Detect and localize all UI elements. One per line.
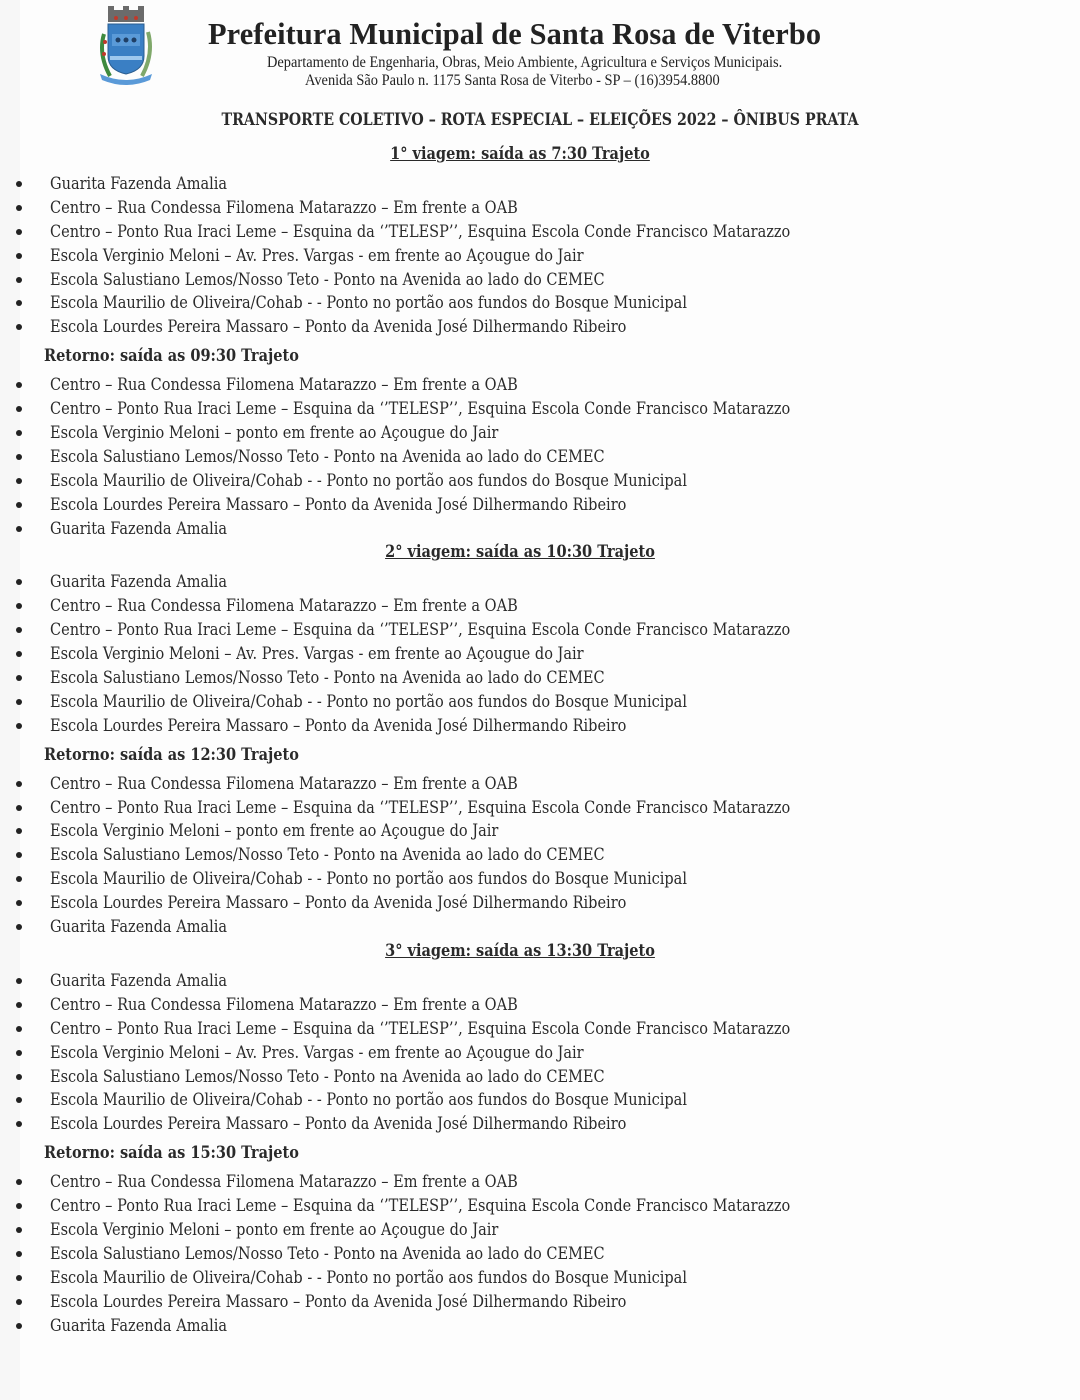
letterhead xyxy=(20,0,1080,100)
bullet-icon xyxy=(16,1121,22,1127)
list-item: Escola Lourdes Pereira Massaro – Ponto da Avenida José Dilhermando Ribeiro xyxy=(0,315,1060,339)
bullet-icon xyxy=(16,526,22,532)
bullet-icon xyxy=(16,781,22,787)
list-item: Escola Maurilio de Oliveira/Cohab - - Ponto no portão aos fundos do Bosque Municipal xyxy=(0,690,1060,714)
bullet-icon xyxy=(16,229,22,235)
bullet-icon xyxy=(16,651,22,657)
list-item: Escola Lourdes Pereira Massaro – Ponto da Avenida José Dilhermando Ribeiro xyxy=(0,891,1060,915)
list-item: Guarita Fazenda Amalia xyxy=(0,172,1060,196)
return-stop-list xyxy=(0,772,1060,939)
list-item: Escola Lourdes Pereira Massaro – Ponto da Avenida José Dilhermando Ribeiro xyxy=(0,714,1060,738)
list-item: Centro – Rua Condessa Filomena Matarazzo – Em frente a OAB xyxy=(0,1170,1060,1194)
return-stop-list xyxy=(0,1170,1060,1337)
bullet-icon xyxy=(16,1002,22,1008)
list-item: Escola Maurilio de Oliveira/Cohab - - Ponto no portão aos fundos do Bosque Municipal xyxy=(0,291,1060,315)
bullet-icon xyxy=(16,300,22,306)
bullet-icon xyxy=(16,675,22,681)
bullet-icon xyxy=(16,1203,22,1209)
list-item: Centro – Ponto Rua Iraci Leme – Esquina da ‘’TELESP’’, Esquina Escola Conde Francisco Matarazzo xyxy=(0,1017,1060,1041)
bullet-icon xyxy=(16,805,22,811)
bullet-icon xyxy=(16,205,22,211)
list-item: Centro – Rua Condessa Filomena Matarazzo – Em frente a OAB xyxy=(0,594,1060,618)
bullet-icon xyxy=(16,1026,22,1032)
list-item: Escola Verginio Meloni – ponto em frente ao Açougue do Jair xyxy=(0,819,1060,843)
return-heading: Retorno: saída as 15:30 Trajeto xyxy=(44,1143,299,1163)
bullet-icon xyxy=(16,406,22,412)
municipality-title: Prefeitura Municipal de Santa Rosa de Viterbo xyxy=(208,16,822,51)
trip-1 xyxy=(0,142,1060,540)
list-item: Escola Verginio Meloni – ponto em frente ao Açougue do Jair xyxy=(0,421,1060,445)
bullet-icon xyxy=(16,1097,22,1103)
trip-2 xyxy=(0,540,1060,938)
bullet-icon xyxy=(16,324,22,330)
list-item: Escola Verginio Meloni – Av. Pres. Vargas - em frente ao Açougue do Jair xyxy=(0,1041,1060,1065)
route-schedule xyxy=(0,142,1060,1337)
return-heading: Retorno: saída as 09:30 Trajeto xyxy=(44,346,299,366)
outbound-stop-list xyxy=(0,969,1060,1136)
list-item: Escola Maurilio de Oliveira/Cohab - - Ponto no portão aos fundos do Bosque Municipal xyxy=(0,1088,1060,1112)
address-line: Avenida São Paulo n. 1175 Santa Rosa de Viterbo - SP – (16)3954.8800 xyxy=(305,72,720,89)
list-item: Centro – Rua Condessa Filomena Matarazzo – Em frente a OAB xyxy=(0,373,1060,397)
list-item: Escola Lourdes Pereira Massaro – Ponto da Avenida José Dilhermando Ribeiro xyxy=(0,1290,1060,1314)
list-item: Escola Verginio Meloni – ponto em frente ao Açougue do Jair xyxy=(0,1218,1060,1242)
bullet-icon xyxy=(16,1227,22,1233)
bullet-icon xyxy=(16,579,22,585)
bullet-icon xyxy=(16,478,22,484)
bullet-icon xyxy=(16,502,22,508)
bullet-icon xyxy=(16,430,22,436)
list-item: Escola Maurilio de Oliveira/Cohab - - Ponto no portão aos fundos do Bosque Municipal xyxy=(0,1266,1060,1290)
municipal-coat-of-arms-icon xyxy=(96,4,156,88)
bullet-icon xyxy=(16,1299,22,1305)
list-item: Guarita Fazenda Amalia xyxy=(0,969,1060,993)
bullet-icon xyxy=(16,699,22,705)
list-item: Centro – Ponto Rua Iraci Leme – Esquina da ‘’TELESP’’, Esquina Escola Conde Francisco Matarazzo xyxy=(0,397,1060,421)
list-item: Escola Verginio Meloni – Av. Pres. Vargas - em frente ao Açougue do Jair xyxy=(0,642,1060,666)
department-line: Departamento de Engenharia, Obras, Meio Ambiente, Agricultura e Serviços Municipais. xyxy=(267,54,783,71)
outbound-stop-list xyxy=(0,172,1060,339)
bullet-icon xyxy=(16,1323,22,1329)
bullet-icon xyxy=(16,382,22,388)
list-item: Escola Maurilio de Oliveira/Cohab - - Ponto no portão aos fundos do Bosque Municipal xyxy=(0,867,1060,891)
bullet-icon xyxy=(16,852,22,858)
bullet-icon xyxy=(16,627,22,633)
list-item: Escola Lourdes Pereira Massaro – Ponto da Avenida José Dilhermando Ribeiro xyxy=(0,493,1060,517)
bullet-icon xyxy=(16,924,22,930)
list-item: Escola Salustiano Lemos/Nosso Teto - Ponto na Avenida ao lado do CEMEC xyxy=(0,666,1060,690)
bullet-icon xyxy=(16,603,22,609)
bullet-icon xyxy=(16,900,22,906)
bullet-icon xyxy=(16,876,22,882)
list-item: Guarita Fazenda Amalia xyxy=(0,915,1060,939)
document-title: TRANSPORTE COLETIVO – ROTA ESPECIAL – ELEIÇÕES 2022 – ÔNIBUS PRATA xyxy=(221,110,859,129)
list-item: Escola Salustiano Lemos/Nosso Teto - Ponto na Avenida ao lado do CEMEC xyxy=(0,445,1060,469)
list-item: Centro – Ponto Rua Iraci Leme – Esquina da ‘’TELESP’’, Esquina Escola Conde Francisco Matarazzo xyxy=(0,220,1060,244)
outbound-stop-list xyxy=(0,570,1060,737)
bullet-icon xyxy=(16,1275,22,1281)
return-heading: Retorno: saída as 12:30 Trajeto xyxy=(44,744,299,764)
list-item: Centro – Rua Condessa Filomena Matarazzo – Em frente a OAB xyxy=(0,772,1060,796)
trip-heading: 2° viagem: saída as 10:30 Trajeto xyxy=(385,542,655,562)
trip-heading: 3° viagem: saída as 13:30 Trajeto xyxy=(385,940,655,960)
list-item: Centro – Ponto Rua Iraci Leme – Esquina da ‘’TELESP’’, Esquina Escola Conde Francisco Matarazzo xyxy=(0,796,1060,820)
list-item: Centro – Rua Condessa Filomena Matarazzo – Em frente a OAB xyxy=(0,993,1060,1017)
list-item: Centro – Rua Condessa Filomena Matarazzo – Em frente a OAB xyxy=(0,196,1060,220)
list-item: Escola Salustiano Lemos/Nosso Teto - Ponto na Avenida ao lado do CEMEC xyxy=(0,843,1060,867)
bullet-icon xyxy=(16,253,22,259)
bullet-icon xyxy=(16,978,22,984)
bullet-icon xyxy=(16,1050,22,1056)
bullet-icon xyxy=(16,1179,22,1185)
bullet-icon xyxy=(16,723,22,729)
list-item: Escola Maurilio de Oliveira/Cohab - - Ponto no portão aos fundos do Bosque Municipal xyxy=(0,469,1060,493)
bullet-icon xyxy=(16,454,22,460)
bullet-icon xyxy=(16,1074,22,1080)
list-item: Escola Salustiano Lemos/Nosso Teto - Ponto na Avenida ao lado do CEMEC xyxy=(0,1065,1060,1089)
list-item: Guarita Fazenda Amalia xyxy=(0,570,1060,594)
bullet-icon xyxy=(16,181,22,187)
list-item: Escola Lourdes Pereira Massaro – Ponto da Avenida José Dilhermando Ribeiro xyxy=(0,1112,1060,1136)
trip-heading: 1° viagem: saída as 7:30 Trajeto xyxy=(390,144,650,163)
trip-3 xyxy=(0,939,1060,1337)
list-item: Escola Salustiano Lemos/Nosso Teto - Ponto na Avenida ao lado do CEMEC xyxy=(0,268,1060,292)
list-item: Escola Salustiano Lemos/Nosso Teto - Ponto na Avenida ao lado do CEMEC xyxy=(0,1242,1060,1266)
list-item: Guarita Fazenda Amalia xyxy=(0,517,1060,541)
bullet-icon xyxy=(16,1251,22,1257)
list-item: Centro – Ponto Rua Iraci Leme – Esquina da ‘’TELESP’’, Esquina Escola Conde Francisco Matarazzo xyxy=(0,1194,1060,1218)
list-item: Escola Verginio Meloni – Av. Pres. Vargas - em frente ao Açougue do Jair xyxy=(0,244,1060,268)
list-item: Guarita Fazenda Amalia xyxy=(0,1314,1060,1338)
list-item: Centro – Ponto Rua Iraci Leme – Esquina da ‘’TELESP’’, Esquina Escola Conde Francisco Matarazzo xyxy=(0,618,1060,642)
bullet-icon xyxy=(16,277,22,283)
return-stop-list xyxy=(0,373,1060,540)
bullet-icon xyxy=(16,828,22,834)
